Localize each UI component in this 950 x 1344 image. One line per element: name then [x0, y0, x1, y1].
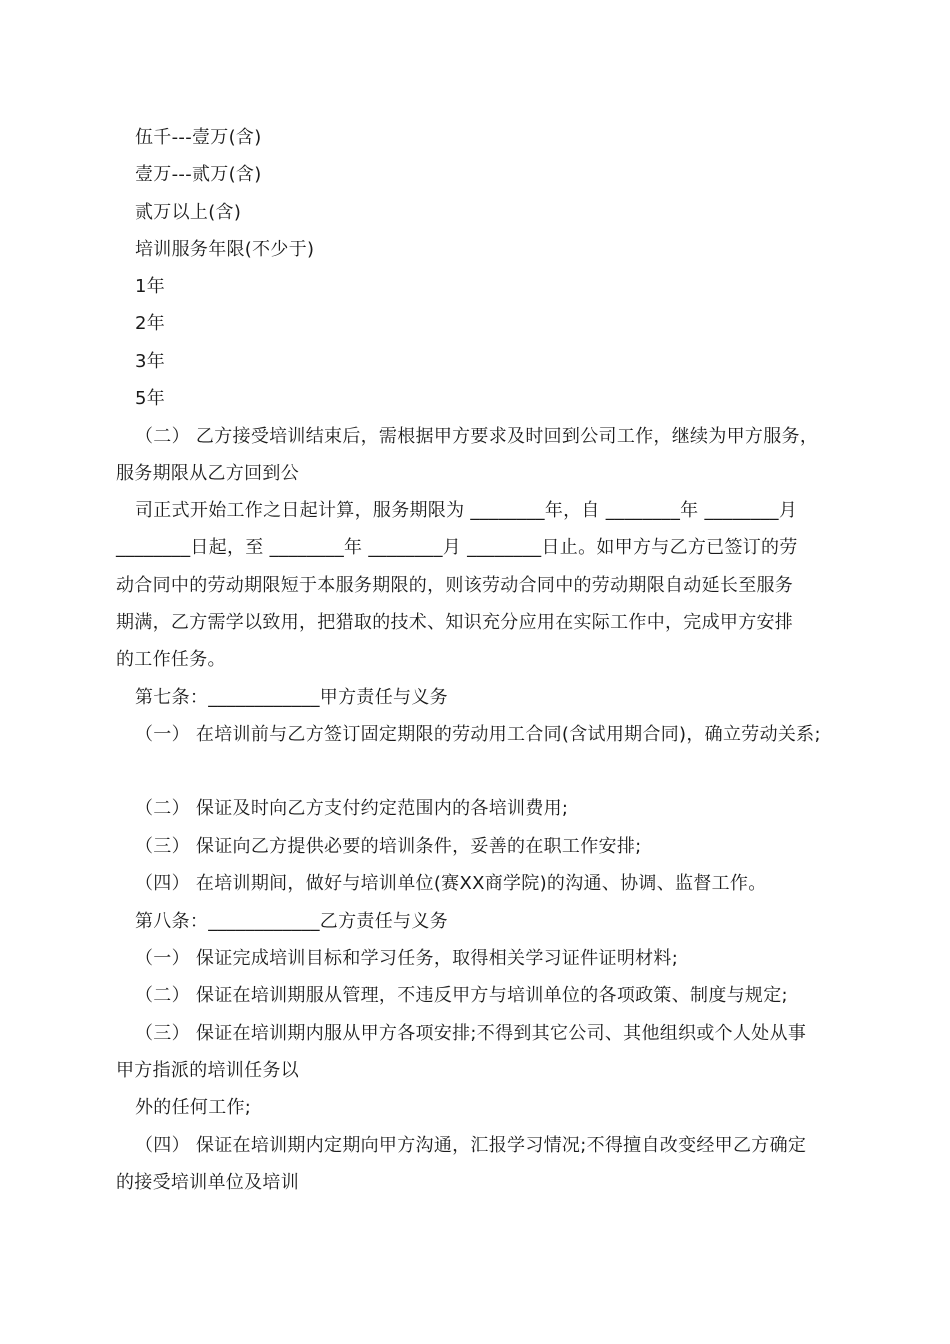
text-line: （二） 保证在培训期服从管理，不违反甲方与培训单位的各项政策、制度与规定; — [135, 985, 788, 1006]
text-line: （三） 保证向乙方提供必要的培训条件，妥善的在职工作安排; — [135, 836, 642, 857]
text-line: 3年 — [135, 351, 166, 372]
text-line: （一） 在培训前与乙方签订固定期限的劳动用工合同(含试用期合同)，确立劳动关系; — [135, 724, 821, 745]
text-line: 贰万以上(含) — [135, 202, 242, 223]
text-line: 1年 — [135, 276, 166, 297]
article-heading: 第七条：____________甲方责任与义务 — [135, 687, 448, 708]
text-line: （二） 乙方接受培训结束后，需根据甲方要求及时回到公司工作，继续为甲方服务， — [135, 426, 819, 447]
text-line: 2年 — [135, 313, 166, 334]
text-line: （一） 保证完成培训目标和学习任务，取得相关学习证件证明材料; — [135, 948, 679, 969]
text-line: 外的任何工作; — [135, 1097, 252, 1118]
text-line: 培训服务年限(不少于) — [135, 239, 315, 260]
text-line: 司正式开始工作之日起计算，服务期限为 ________年，自 ________年 ________月 — [135, 500, 798, 521]
text-line: （四） 保证在培训期内定期向甲方沟通，汇报学习情况;不得擅自改变经甲乙方确定 — [135, 1135, 807, 1156]
text-line: （二） 保证及时向乙方支付约定范围内的各培训费用; — [135, 798, 569, 819]
text-line: 动合同中的劳动期限短于本服务期限的，则该劳动合同中的劳动期限自动延长至服务 — [116, 575, 794, 596]
article-heading: 第八条：____________乙方责任与义务 — [135, 911, 448, 932]
text-line: 期满，乙方需学以致用，把猎取的技术、知识充分应用在实际工作中，完成甲方安排 — [116, 612, 794, 633]
text-line: 5年 — [135, 388, 166, 409]
text-line: 的工作任务。 — [116, 649, 226, 670]
text-line: （四） 在培训期间，做好与培训单位(赛XX商学院)的沟通、协调、监督工作。 — [135, 873, 767, 894]
text-line: 壹万---贰万(含) — [135, 164, 262, 185]
text-line: 的接受培训单位及培训 — [116, 1172, 299, 1193]
text-line: ________日起，至 ________年 ________月 ________日止。如甲方与乙方已签订的劳 — [116, 537, 798, 558]
text-line: 甲方指派的培训任务以 — [116, 1060, 299, 1081]
text-line: （三） 保证在培训期内服从甲方各项安排;不得到其它公司、其他组织或个人处从事 — [135, 1023, 807, 1044]
text-line: 服务期限从乙方回到公 — [116, 463, 299, 484]
text-line: 伍千---壹万(含) — [135, 127, 262, 148]
